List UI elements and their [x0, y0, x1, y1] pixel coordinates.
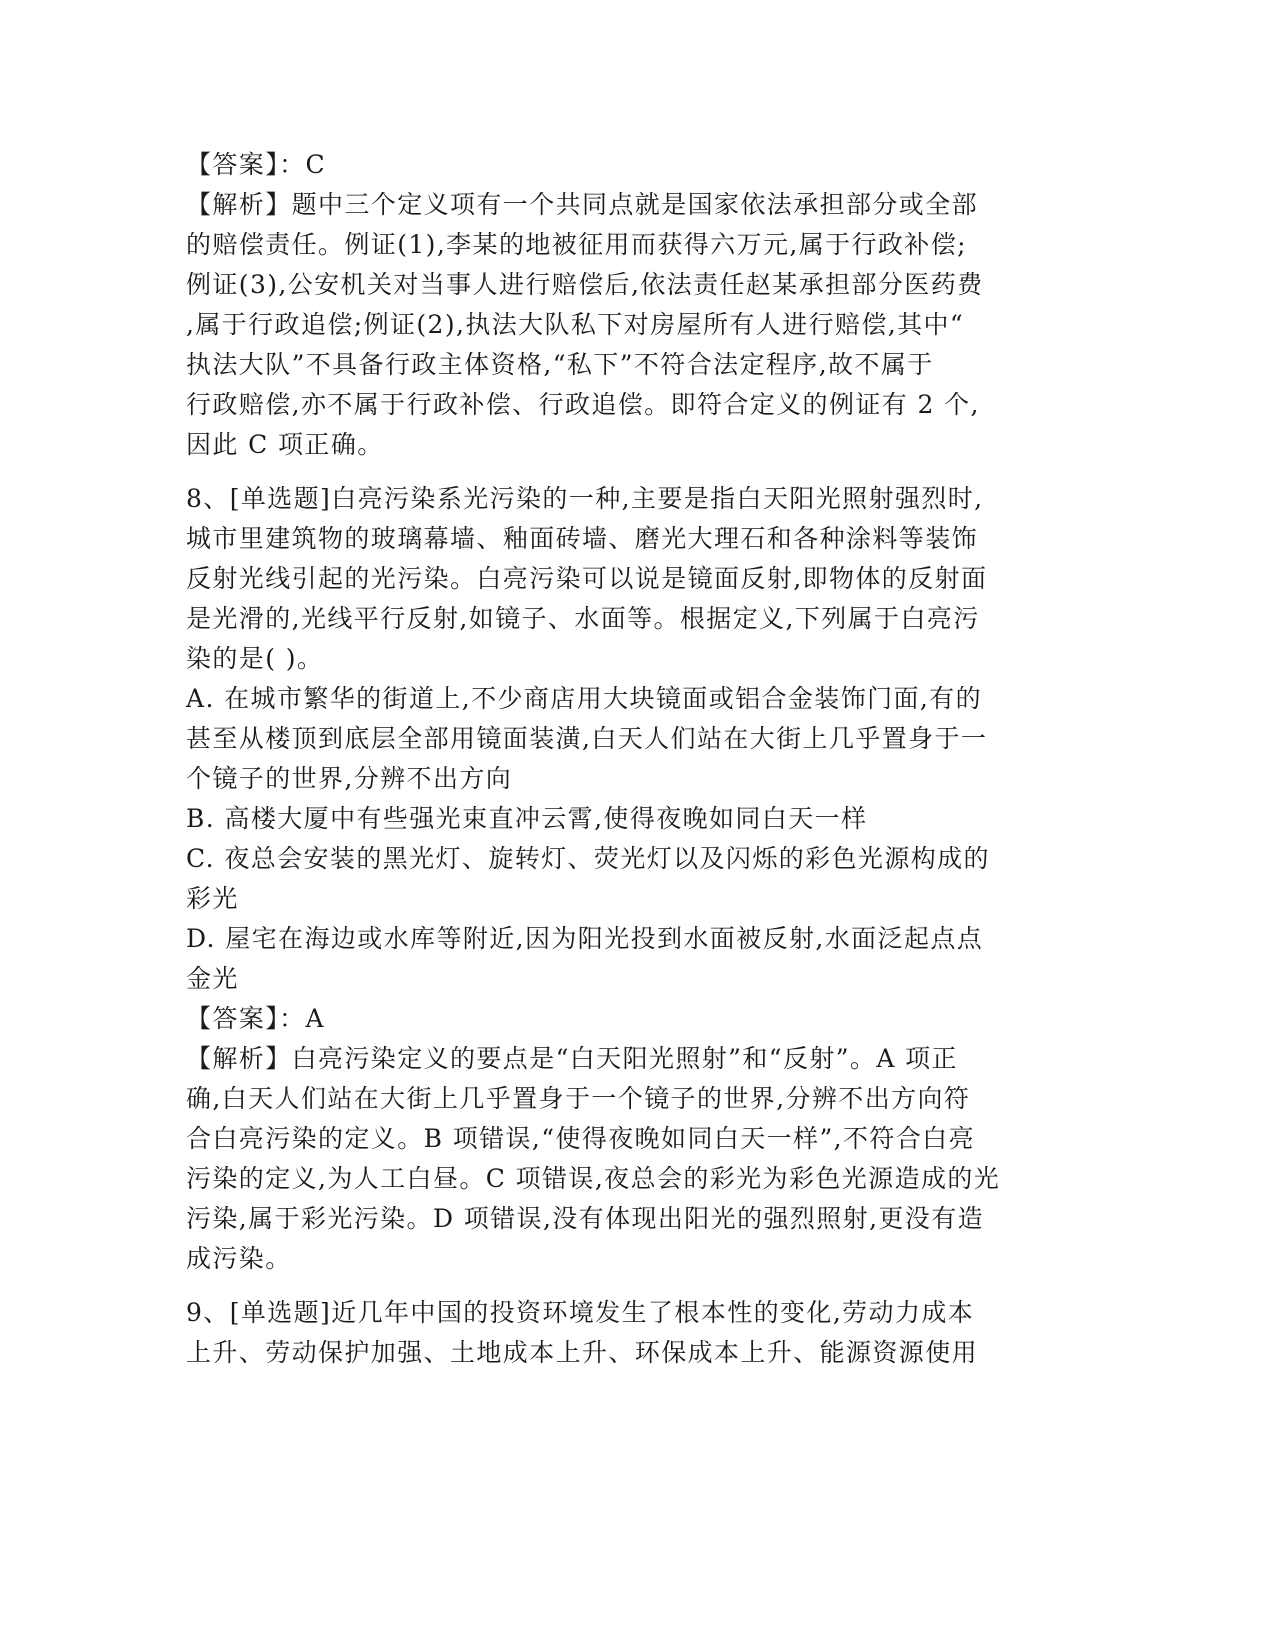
analysis-paragraph	[186, 1039, 1081, 1279]
option-line: 金光	[186, 964, 239, 993]
document-page	[186, 145, 1081, 1373]
option-line: D. 屋宅在海边或水库等附近,因为阳光投到水面被反射,水面泛起点点	[186, 924, 984, 953]
analysis-line: ,属于行政追偿;例证(2),执法大队私下对房屋所有人进行赔偿,其中“	[186, 310, 965, 339]
analysis-line: 确,白天人们站在大街上几乎置身于一个镜子的世界,分辨不出方向符	[186, 1084, 971, 1113]
option-line: 个镜子的世界,分辨不出方向	[186, 764, 513, 793]
question-stem	[186, 479, 1081, 679]
analysis-paragraph	[186, 185, 1081, 465]
analysis-line: 污染,属于彩光污染。D 项错误,没有体现出阳光的强烈照射,更没有造	[186, 1204, 985, 1233]
stem-line: 是光滑的,光线平行反射,如镜子、水面等。根据定义,下列属于白亮污	[186, 604, 980, 633]
question-9	[186, 1293, 1081, 1373]
stem-line: 上升、劳动保护加强、土地成本上升、环保成本上升、能源资源使用	[186, 1338, 979, 1367]
option-d	[186, 919, 1081, 999]
stem-line: 染的是( )。	[186, 644, 324, 673]
option-b	[186, 799, 1081, 839]
option-line: A. 在城市繁华的街道上,不少商店用大块镜面或铝合金装饰门面,有的	[186, 684, 983, 713]
previous-question-solution	[186, 145, 1081, 465]
option-line: C. 夜总会安装的黑光灯、旋转灯、荧光灯以及闪烁的彩色光源构成的	[186, 844, 990, 873]
analysis-line: 【解析】题中三个定义项有一个共同点就是国家依法承担部分或全部	[186, 190, 979, 219]
option-c	[186, 839, 1081, 919]
stem-line: 8、[单选题]白亮污染系光污染的一种,主要是指白天阳光照射强烈时,	[186, 484, 984, 513]
stem-line: 反射光线引起的光污染。白亮污染可以说是镜面反射,即物体的反射面	[186, 564, 988, 593]
option-line: 甚至从楼顶到底层全部用镜面装潢,白天人们站在大街上几乎置身于一	[186, 724, 988, 753]
question-8	[186, 479, 1081, 1279]
stem-line: 9、[单选题]近几年中国的投资环境发生了根本性的变化,劳动力成本	[186, 1298, 975, 1327]
analysis-line: 行政赔偿,亦不属于行政补偿、行政追偿。即符合定义的例证有 2 个,	[186, 390, 980, 419]
paragraph-gap	[186, 1279, 1081, 1293]
answer-line: 【答案】：C	[186, 150, 327, 179]
analysis-line: 污染的定义,为人工白昼。C 项错误,夜总会的彩光为彩色光源造成的光	[186, 1164, 1001, 1193]
analysis-line: 合白亮污染的定义。B 项错误,“使得夜晚如同白天一样”,不符合白亮	[186, 1124, 975, 1153]
analysis-line: 【解析】白亮污染定义的要点是“白天阳光照射”和“反射”。A 项正	[186, 1044, 958, 1073]
option-a	[186, 679, 1081, 799]
answer-line: 【答案】：A	[186, 1004, 325, 1033]
option-line: B. 高楼大厦中有些强光束直冲云霄,使得夜晚如同白天一样	[186, 804, 868, 833]
stem-line: 城市里建筑物的玻璃幕墙、釉面砖墙、磨光大理石和各种涂料等装饰	[186, 524, 979, 553]
analysis-line: 的赔偿责任。例证(1),李某的地被征用而获得六万元,属于行政补偿;	[186, 230, 967, 259]
option-line: 彩光	[186, 884, 239, 913]
analysis-line: 执法大队”不具备行政主体资格,“私下”不符合法定程序,故不属于	[186, 350, 934, 379]
question-stem	[186, 1293, 1081, 1373]
analysis-line: 例证(3),公安机关对当事人进行赔偿后,依法责任赵某承担部分医药费	[186, 270, 984, 299]
paragraph-gap	[186, 465, 1081, 479]
analysis-line: 因此 C 项正确。	[186, 430, 384, 459]
analysis-line: 成污染。	[186, 1244, 292, 1273]
